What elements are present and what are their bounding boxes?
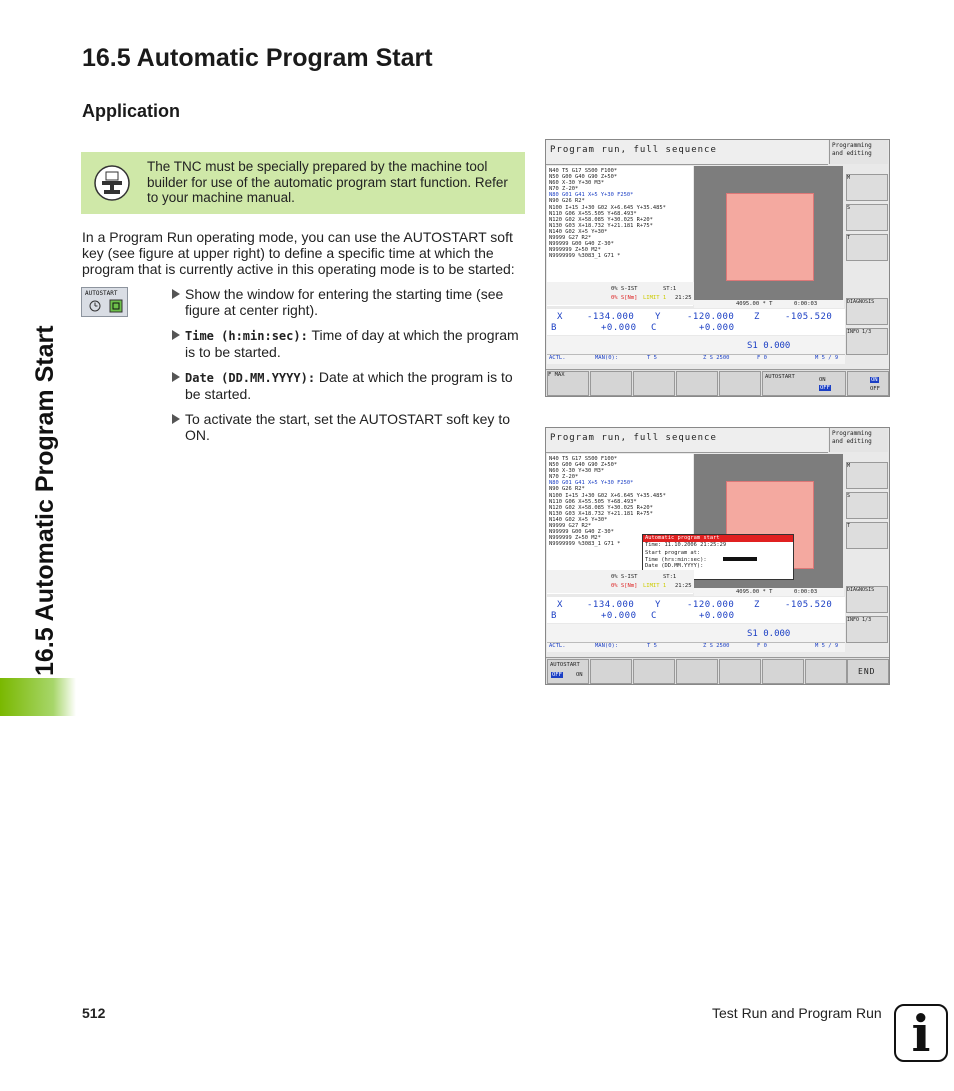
softkey-2[interactable]	[590, 659, 632, 684]
dialog-title: Automatic program start	[643, 535, 793, 542]
autostart-softkey-label: AUTOSTART	[85, 290, 118, 297]
dialog-start: Start program at:	[645, 550, 701, 557]
info-icon	[894, 1004, 948, 1062]
softkey-3[interactable]	[633, 659, 675, 684]
side-btn-t[interactable]: T	[846, 522, 888, 549]
side-softkeys	[846, 166, 888, 356]
side-btn-m[interactable]: M	[846, 174, 888, 201]
side-btn-s[interactable]: S	[846, 204, 888, 231]
info-glyph: i	[911, 1004, 931, 1063]
softkey-autostart[interactable]: AUTOSTART ON OFF	[762, 371, 846, 396]
running-footer: Test Run and Program Run	[712, 1005, 882, 1021]
dialog-date: Date (DD.MM.YYYY):	[645, 562, 704, 569]
dialog-time: Time: 11.10.2006 21:25:29	[645, 542, 727, 548]
mode-programming[interactable]: Programming and editing	[829, 428, 888, 452]
clock-icon	[88, 299, 124, 313]
time-input-field[interactable]	[723, 557, 757, 561]
mode-programming[interactable]: Programming and editing	[829, 140, 888, 164]
workpiece	[726, 193, 814, 281]
chapter-tab	[0, 678, 76, 716]
side-btn-info[interactable]: INFO 1/3	[846, 328, 888, 355]
side-btn-m[interactable]: M	[846, 462, 888, 489]
softkey-3[interactable]	[633, 371, 675, 396]
side-title-text: 16.5 Automatic Program Start	[31, 325, 59, 676]
side-btn-diagnosis[interactable]: DIAGNOSIS	[846, 586, 888, 613]
program-listing: N40 T5 G17 S500 F100* N50 G00 G40 G90 Z+50* N60 X-30 Y+30 M3* N70 Z-20* N80 G01 G41 X+5 Y+30 F250* N90 G26 R2* N100 I+15 J+30 G02 X+6.645 Y+35.485* N110 G06 X+55.505 Y+68.493* N120 G02 X+58.085 Y+30.025 R+20* N130 G03 X+18.732 Y+21.181 R+75* N140 G02 X+5 Y+30* N9999 G27 R2* N99999 G00 G40 Z-30* N999999 Z+50 M2* N9999999 %3083_1 G71 *	[547, 454, 693, 594]
side-softkeys	[846, 454, 888, 644]
softkey-4[interactable]	[676, 371, 718, 396]
actual-line: ACTL. MAN(0): T 5 Z S 2500 F 0 M 5 / 9	[547, 354, 845, 364]
time-code: Time (h:min:sec):	[185, 329, 308, 343]
softkey-row	[546, 657, 889, 685]
tnc-screen-lower	[545, 427, 890, 685]
bullet-4-text: To activate the start, set the AUTOSTART soft key to ON.	[185, 411, 510, 443]
bullet-3-text: Date at which the program is to be started.	[185, 369, 513, 402]
page-number: 512	[82, 1005, 106, 1021]
page-title: 16.5 Automatic Program Start	[82, 44, 433, 72]
status-panel: 0% S-IST ST:1 0% S[Nm] LIMIT 1 21:25	[547, 570, 694, 593]
softkey-5[interactable]	[719, 659, 761, 684]
screen-header	[546, 428, 828, 453]
bullet-2	[172, 327, 526, 360]
side-btn-t[interactable]: T	[846, 234, 888, 261]
dialog-hms: Time (hrs:min:sec):	[645, 556, 707, 563]
bullet-3	[172, 369, 526, 402]
spindle-line: S1 0.000	[547, 624, 845, 644]
section-heading: Application	[82, 101, 180, 121]
machine-icon	[93, 164, 131, 207]
arrow-icon	[172, 330, 180, 340]
bullet-2-text: Time of day at which the program is to be started.	[185, 327, 519, 360]
bullet-4	[172, 411, 526, 443]
side-btn-diagnosis[interactable]: DIAGNOSIS	[846, 298, 888, 325]
softkey-end[interactable]: END	[847, 659, 889, 684]
date-code: Date (DD.MM.YYYY):	[185, 371, 316, 385]
side-btn-s[interactable]: S	[846, 492, 888, 519]
program-listing: N40 T5 G17 S500 F100* N50 G00 G40 G90 Z+50* N60 X-30 Y+30 M3* N70 Z-20* N80 G01 G41 X+5 Y+30 F250* N90 G26 R2* N100 I+15 J+30 G02 X+6.645 Y+35.485* N110 G06 X+55.505 Y+68.493* N120 G02 X+58.085 Y+30.025 R+20* N130 G03 X+18.732 Y+21.181 R+75* N140 G02 X+5 Y+30* N9999 G27 R2* N99999 G00 G40 Z-30* N999999 Z+50 M2* N9999999 %3083_1 G71 *	[547, 166, 693, 306]
softkey-autostart[interactable]: AUTOSTART OFF ON	[547, 659, 589, 684]
tool-line: 4095.00 * T 0:00:03	[694, 588, 844, 596]
intro-paragraph: In a Program Run operating mode, you can use the AUTOSTART soft key (see figure at upper right) to define a specific time at which the program that is currently active in this operating mode is to be started:	[82, 229, 515, 277]
position-display: X -134.000 Y -120.000 Z -105.520 B +0.000 C +0.000	[547, 309, 845, 335]
note-text: The TNC must be specially prepared by the machine tool builder for use of the automatic program start function. Refer to your machine manual.	[147, 159, 508, 205]
bullet-1-text: Show the window for entering the starting time (see figure at center right).	[185, 286, 504, 318]
position-display: X -134.000 Y -120.000 Z -105.520 B +0.000 C +0.000	[547, 597, 845, 623]
side-title	[6, 20, 66, 680]
side-btn-info[interactable]: INFO 1/3	[846, 616, 888, 643]
softkey-5[interactable]	[719, 371, 761, 396]
arrow-icon	[172, 289, 180, 299]
screen-title: Program run, full sequence	[550, 433, 717, 443]
autostart-softkey[interactable]	[81, 287, 128, 317]
screen-title: Program run, full sequence	[550, 145, 717, 155]
softkey-7[interactable]	[805, 659, 847, 684]
actual-line: ACTL. MAN(0): T 5 Z S 2500 F 0 M 5 / 9	[547, 642, 845, 652]
graphics-view	[694, 166, 843, 300]
softkey-row	[546, 369, 889, 397]
softkey-onoff[interactable]: ON OFF	[847, 371, 889, 396]
softkey-6[interactable]	[762, 659, 804, 684]
arrow-icon	[172, 414, 180, 424]
status-panel: 0% S-IST ST:1 0% S[Nm] LIMIT 1 21:25	[547, 282, 694, 305]
arrow-icon	[172, 372, 180, 382]
screen-header	[546, 140, 828, 165]
softkey-4[interactable]	[676, 659, 718, 684]
softkey-fmax[interactable]: F MAX	[547, 371, 589, 396]
machine-note	[81, 152, 525, 214]
tnc-screen-upper	[545, 139, 890, 397]
softkey-2[interactable]	[590, 371, 632, 396]
tool-line: 4095.00 * T 0:00:03	[694, 300, 844, 308]
spindle-line: S1 0.000	[547, 336, 845, 356]
bullet-1	[172, 286, 526, 318]
